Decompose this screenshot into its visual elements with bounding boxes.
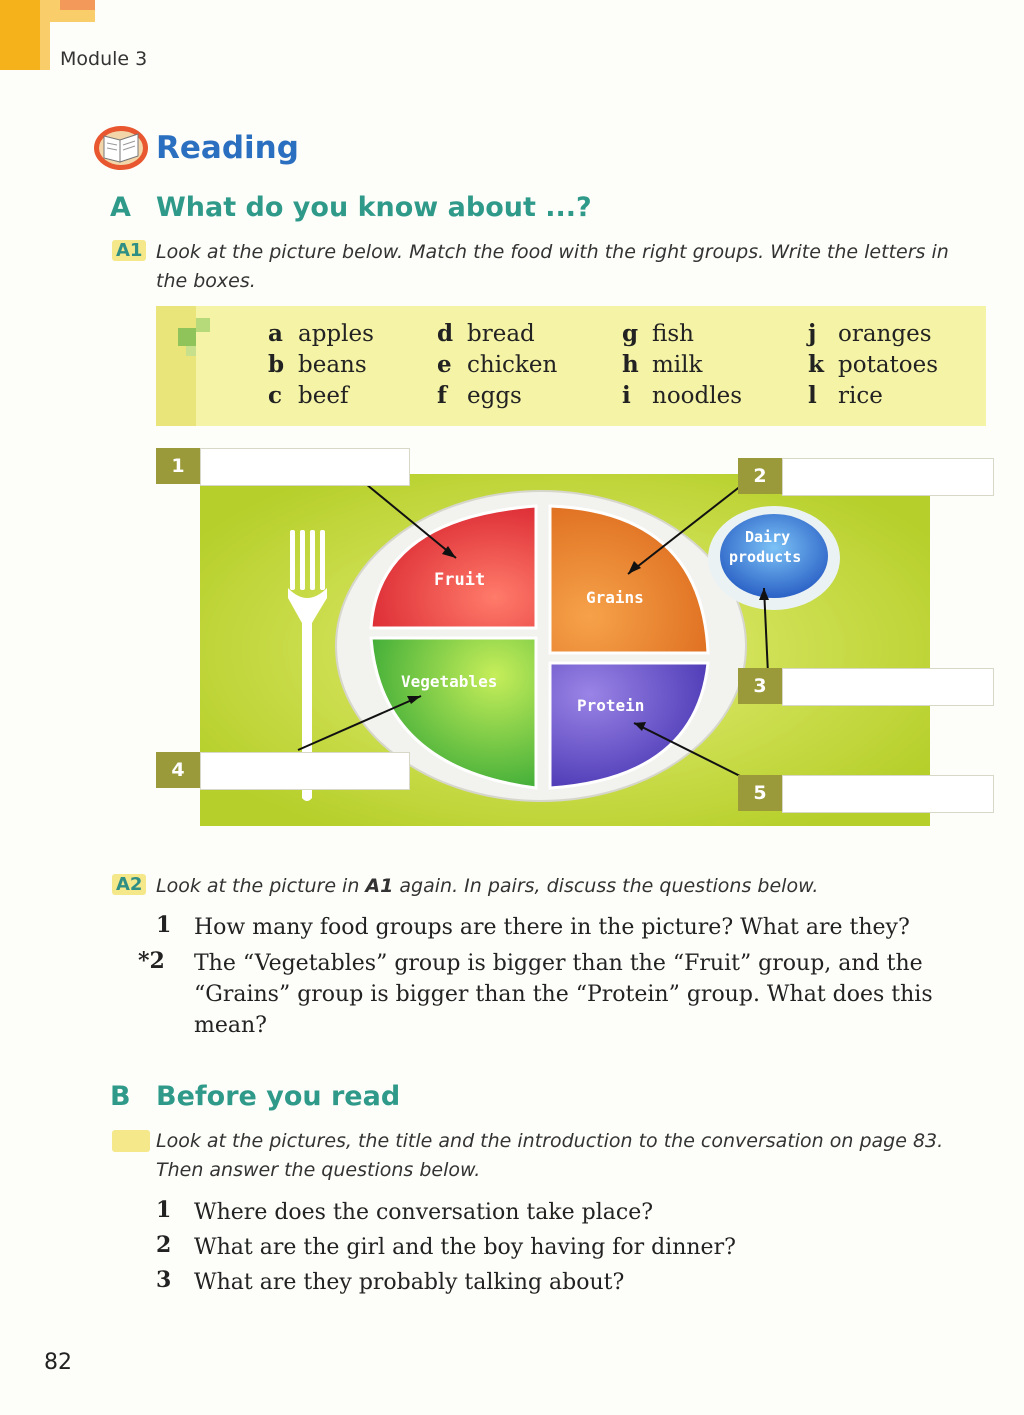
- page-number: 82: [44, 1350, 72, 1375]
- food-item: d bread: [437, 320, 535, 347]
- a2-question-text: “Grains” group is bigger than the “Protein” group. What does this: [194, 982, 933, 1007]
- food-item: k potatoes: [808, 351, 939, 378]
- b-instruction-line2: Then answer the questions below.: [156, 1159, 481, 1181]
- b-question-number: 2: [156, 1232, 172, 1258]
- fruit-label: Fruit: [434, 570, 486, 590]
- b-question-text: What are the girl and the boy having for dinner?: [194, 1235, 736, 1260]
- decorative-square: [196, 318, 210, 332]
- b-badge: [112, 1130, 150, 1152]
- section-a-title: What do you know about ...?: [156, 192, 592, 223]
- corner-decoration: [60, 0, 95, 10]
- a1-instruction-line2: the boxes.: [156, 270, 256, 292]
- a2-question-text: mean?: [194, 1013, 267, 1038]
- food-item: j oranges: [808, 320, 932, 347]
- dairy-label-line1: Dairy: [745, 528, 791, 546]
- a2-question-text: The “Vegetables” group is bigger than the “Fruit” group, and the: [194, 951, 923, 976]
- answer-box-1[interactable]: [200, 448, 410, 486]
- box-number-5: 5: [738, 775, 782, 811]
- a1-instruction-line1: Look at the picture below. Match the food with the right groups. Write the letters in: [156, 241, 949, 263]
- box-number-2: 2: [738, 458, 782, 494]
- grains-label: Grains: [586, 588, 644, 607]
- food-item: g fish: [622, 320, 694, 347]
- answer-box-5[interactable]: [782, 775, 994, 813]
- food-item: i noodles: [622, 382, 743, 409]
- decorative-square: [178, 328, 196, 346]
- b-question-text: What are they probably talking about?: [194, 1270, 625, 1295]
- protein-label: Protein: [577, 696, 645, 715]
- a1-badge: A1: [112, 240, 146, 261]
- vegetables-label: Vegetables: [401, 672, 498, 691]
- decorative-square: [186, 346, 196, 356]
- food-item: f eggs: [437, 382, 522, 409]
- answer-box-3[interactable]: [782, 668, 994, 706]
- a2-instruction: Look at the picture in A1 again. In pairs, discuss the questions below.: [156, 875, 819, 897]
- a2-question-number: 1: [156, 912, 172, 938]
- b-question-number: 3: [156, 1267, 172, 1293]
- book-icon: [92, 120, 152, 172]
- food-item: b beans: [268, 351, 367, 378]
- food-item: h milk: [622, 351, 703, 378]
- section-a-letter: A: [110, 192, 131, 223]
- corner-decoration: [0, 0, 40, 70]
- food-item: l rice: [808, 382, 883, 409]
- b-question-number: 1: [156, 1197, 172, 1223]
- a2-badge: A2: [112, 874, 146, 895]
- food-item: e chicken: [437, 351, 558, 378]
- answer-box-4[interactable]: [200, 752, 410, 790]
- section-b-letter: B: [110, 1081, 131, 1112]
- dairy-label-line2: products: [729, 548, 802, 566]
- box-number-4: 4: [156, 752, 200, 788]
- answer-box-2[interactable]: [782, 458, 994, 496]
- box-number-3: 3: [738, 668, 782, 704]
- b-question-text: Where does the conversation take place?: [194, 1200, 654, 1225]
- box-number-1: 1: [156, 448, 200, 484]
- b-instruction-line1: Look at the pictures, the title and the introduction to the conversation on page 83.: [156, 1130, 944, 1152]
- a2-question-text: How many food groups are there in the picture? What are they?: [194, 915, 910, 940]
- food-list-accent: [156, 306, 196, 426]
- food-item: c beef: [268, 382, 349, 409]
- corner-decoration: [40, 22, 50, 70]
- section-b-title: Before you read: [156, 1081, 401, 1112]
- food-item: a apples: [268, 320, 374, 347]
- module-label: Module 3: [60, 48, 148, 70]
- a2-question-number: *2: [138, 948, 165, 974]
- reading-heading: Reading: [156, 130, 299, 166]
